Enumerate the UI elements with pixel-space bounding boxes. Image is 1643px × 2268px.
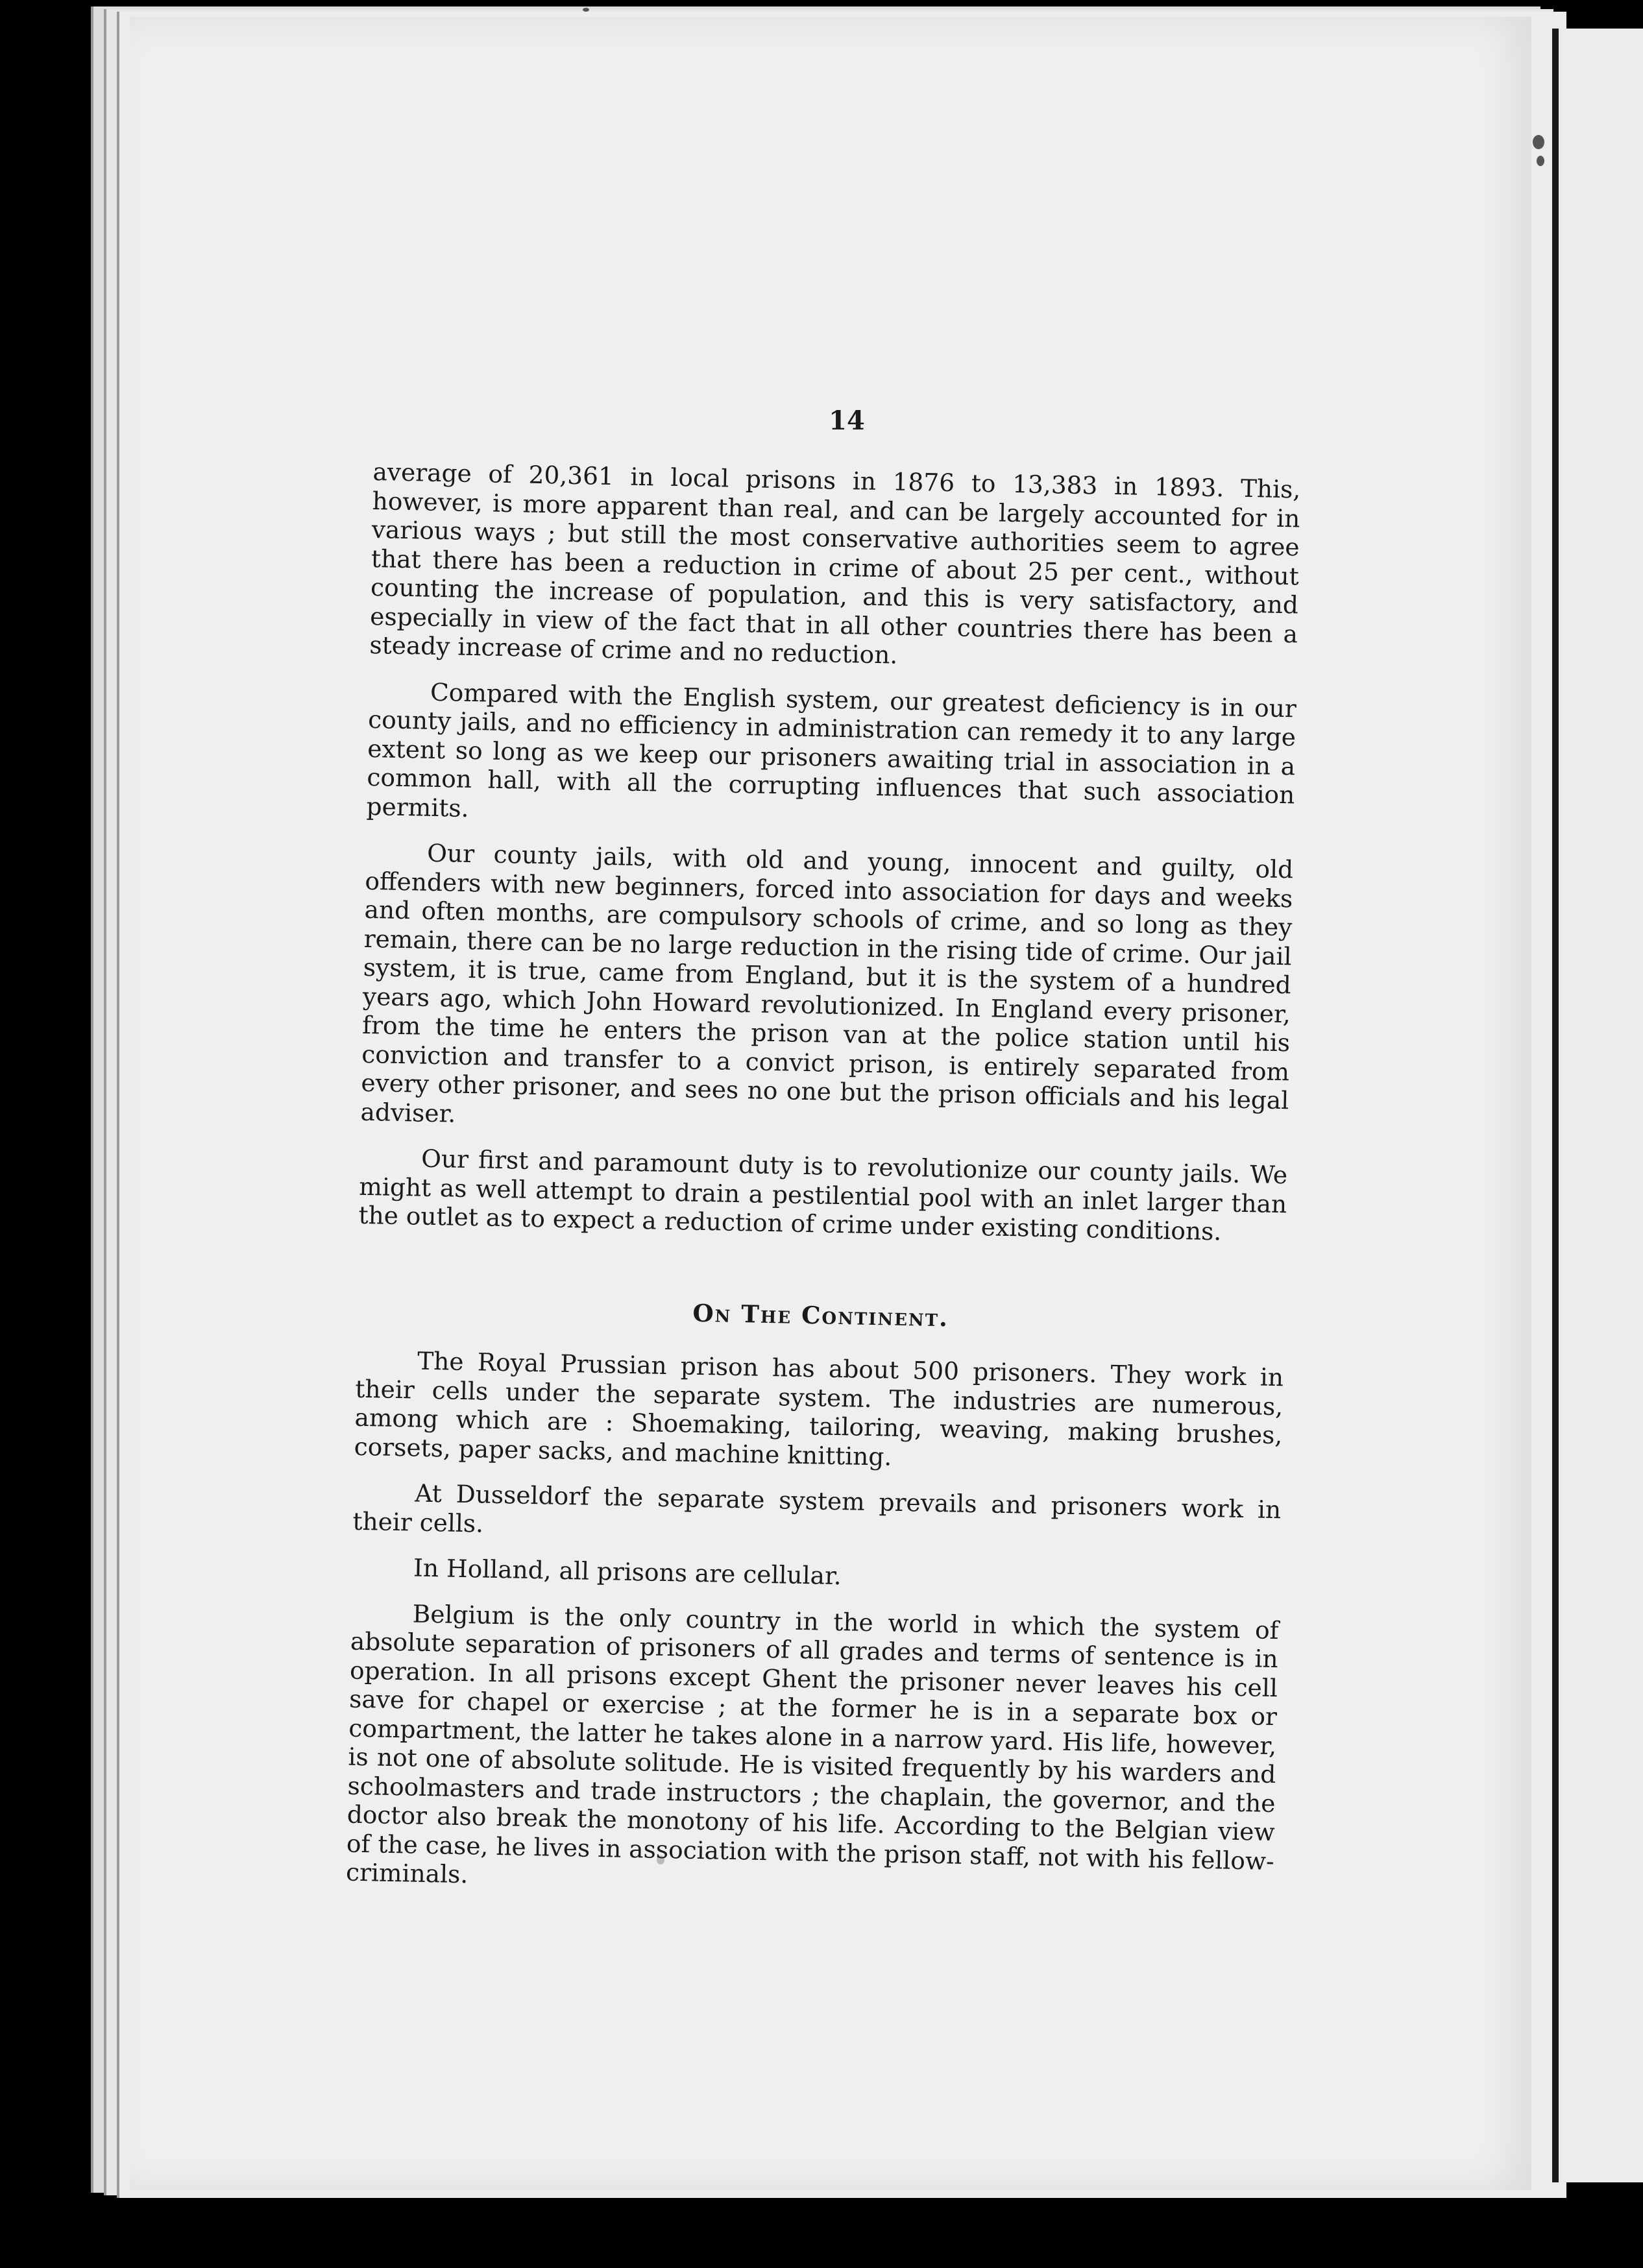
paragraph: Our county jails, with old and young, innocent and guilty, old offenders with new beginners, forced into association for days and weeks and often months, are compulsory schools of crime, and so long as they remain, there can be no large reduction in the rising tide of crime. Our jail system, it is true, came from England, but it is the system of a hundred years ago, which John Howard revolutionized. In England every prisoner, from the time he enters the prison van at the police station until his conviction and transfer to a convict prison, is entirely separated from every other prisoner, and sees no one but the prison officials and his legal adviser.: [360, 838, 1294, 1128]
paragraph: In Holland, all prisons are cellular.: [413, 1553, 842, 1591]
body-text: [346, 457, 1301, 1905]
section-heading: On The Continent.: [692, 1298, 949, 1332]
paragraph-continued: average of 20,361 in local prisons in 1876 to 13,383 in 1893. This, however, is more apparent than real, and can be largely accounted for in various ways ; but still the most conservative authorities seem to agree that there has been a reduction in crime of about 25 per cent., without counting the increase of population, and this is very satisfactory, and especially in view of the fact that in all other countries there has been a steady increase of crime and no reduction.: [369, 457, 1301, 670]
scan-speck: [1533, 135, 1544, 149]
paragraph: Compared with the English system, our greatest deficiency is in our county jails, and no efficiency in administration can remedy it to any large extent so long as we keep our prisoners awaiting trial in association in a common hall, with all the corrupting influences that such association permits.: [366, 677, 1297, 823]
page-number: 14: [829, 405, 865, 436]
facing-page-edge: [1552, 29, 1643, 2182]
scan-speck: [583, 8, 589, 12]
scan-speck: [1537, 156, 1544, 166]
paragraph: At Dusseldorf the separate system prevails and prisoners work in their cells.: [352, 1478, 1282, 1538]
paragraph: The Royal Prussian prison has about 500 prisoners. They work in their cells under the separate system. The industries are numerous, among which are : Shoemaking, tailoring, weaving, making brushes, corsets, paper sacks, and machine knitting.: [354, 1346, 1284, 1471]
paragraph: Our first and paramount duty is to revolutionize our county jails. We might as well attempt to drain a pestilential pool with an inlet larger than the outlet as to expect a reduction of crime under existing conditions.: [358, 1144, 1288, 1246]
paragraph: Belgium is the only country in the world in which the system of absolute separation of prisoners of all grades and terms of sentence is in operation. In all prisons except Ghent the prisoner never leaves his cell save for chapel or exercise ; at the former he is in a separate box or compartment, the latter he takes alone in a narrow yard. His life, however, is not one of absolute solitude. He is visited frequently by his warders and schoolmasters and trade instructors ; the chaplain, the governor, and the doctor also break the monotony of his life. According to the Belgian view of the case, he lives in association with the prison staff, not with his fellow-criminals.: [345, 1598, 1279, 1889]
